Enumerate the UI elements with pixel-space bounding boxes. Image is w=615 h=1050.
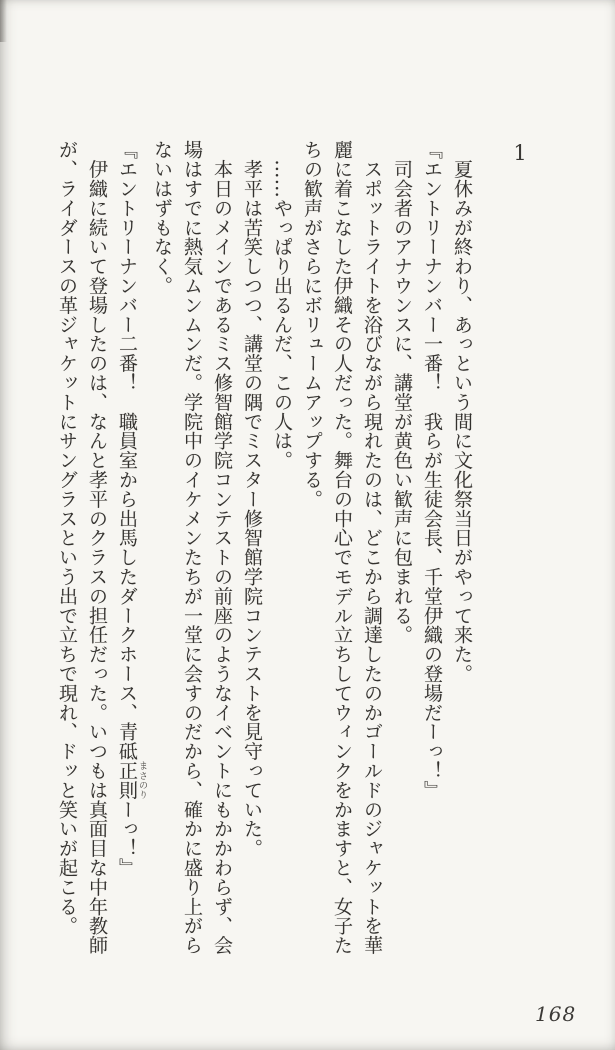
text-line <box>267 140 297 960</box>
text-line-content: ないはずもなく。 <box>151 140 173 296</box>
text-line <box>177 140 207 960</box>
text-line-content: スポットライトを浴びながら現れたのは、どこから調達したのかゴールドのジャケットを華 <box>361 140 383 955</box>
text-line-content: 司会者のアナウンスに、講堂が黄色い歓声に包まれる。 <box>391 140 413 645</box>
furigana-base: 正則 <box>116 760 138 800</box>
text-line <box>237 140 267 960</box>
text-line-content: 『エントリーナンバー二番！ 職員室から出馬したダークホース、青砥 <box>116 140 138 761</box>
text-line-content: 本日のメインであるミス修智館学院コンテストの前座のようなイベントにもかかわらず、会 <box>211 140 233 955</box>
text-line <box>447 140 477 960</box>
text-line-content: 場はすでに熱気ムンムンだ。学院中のイケメンたちが一堂に会すのだから、確かに盛り上がら <box>181 140 203 955</box>
page-number: 168 <box>535 1002 577 1026</box>
text-line <box>387 140 417 960</box>
text-line <box>52 140 82 960</box>
text-line-content: ……やっぱり出るんだ、この人は。 <box>271 140 293 470</box>
text-line <box>297 140 327 960</box>
text-line-content: 夏休みが終わり、あっという間に文化祭当日がやって来た。 <box>451 140 473 684</box>
text-block <box>57 140 477 960</box>
text-line-content: ちの歓声がさらにボリュームアップする。 <box>301 140 323 509</box>
text-line <box>357 140 387 960</box>
text-line-content: ーっ！』 <box>116 799 138 878</box>
text-line-content: 麗に着こなした伊織その人だった。舞台の中心でモデル立ちしてウィンクをかますと、女子た <box>331 140 353 955</box>
text-line <box>147 140 177 960</box>
section-number: 1 <box>513 141 527 165</box>
furigana-reading: まさのり <box>137 760 147 800</box>
furigana-annotated-name <box>116 760 147 800</box>
text-line <box>82 140 112 960</box>
text-line-content: 孝平は苦笑しつつ、講堂の隅でミスター修智館学院コンテストを見守っていた。 <box>241 140 263 858</box>
text-line <box>112 140 147 960</box>
text-line <box>417 140 447 960</box>
text-line-content: 伊織に続いて登場したのは、なんと孝平のクラスの担任だった。いつもは真面目な中年教師 <box>86 140 108 955</box>
text-line-content: 『エントリーナンバー一番！ 我らが生徒会長、千堂伊織の登場だーっ！』 <box>421 140 443 800</box>
scan-smudge <box>0 0 7 42</box>
text-line <box>327 140 357 960</box>
text-line <box>207 140 237 960</box>
text-line-content: が、ライダースの革ジャケットにサングラスという出で立ちで現れ、ドッと笑いが起こる。 <box>56 140 78 936</box>
